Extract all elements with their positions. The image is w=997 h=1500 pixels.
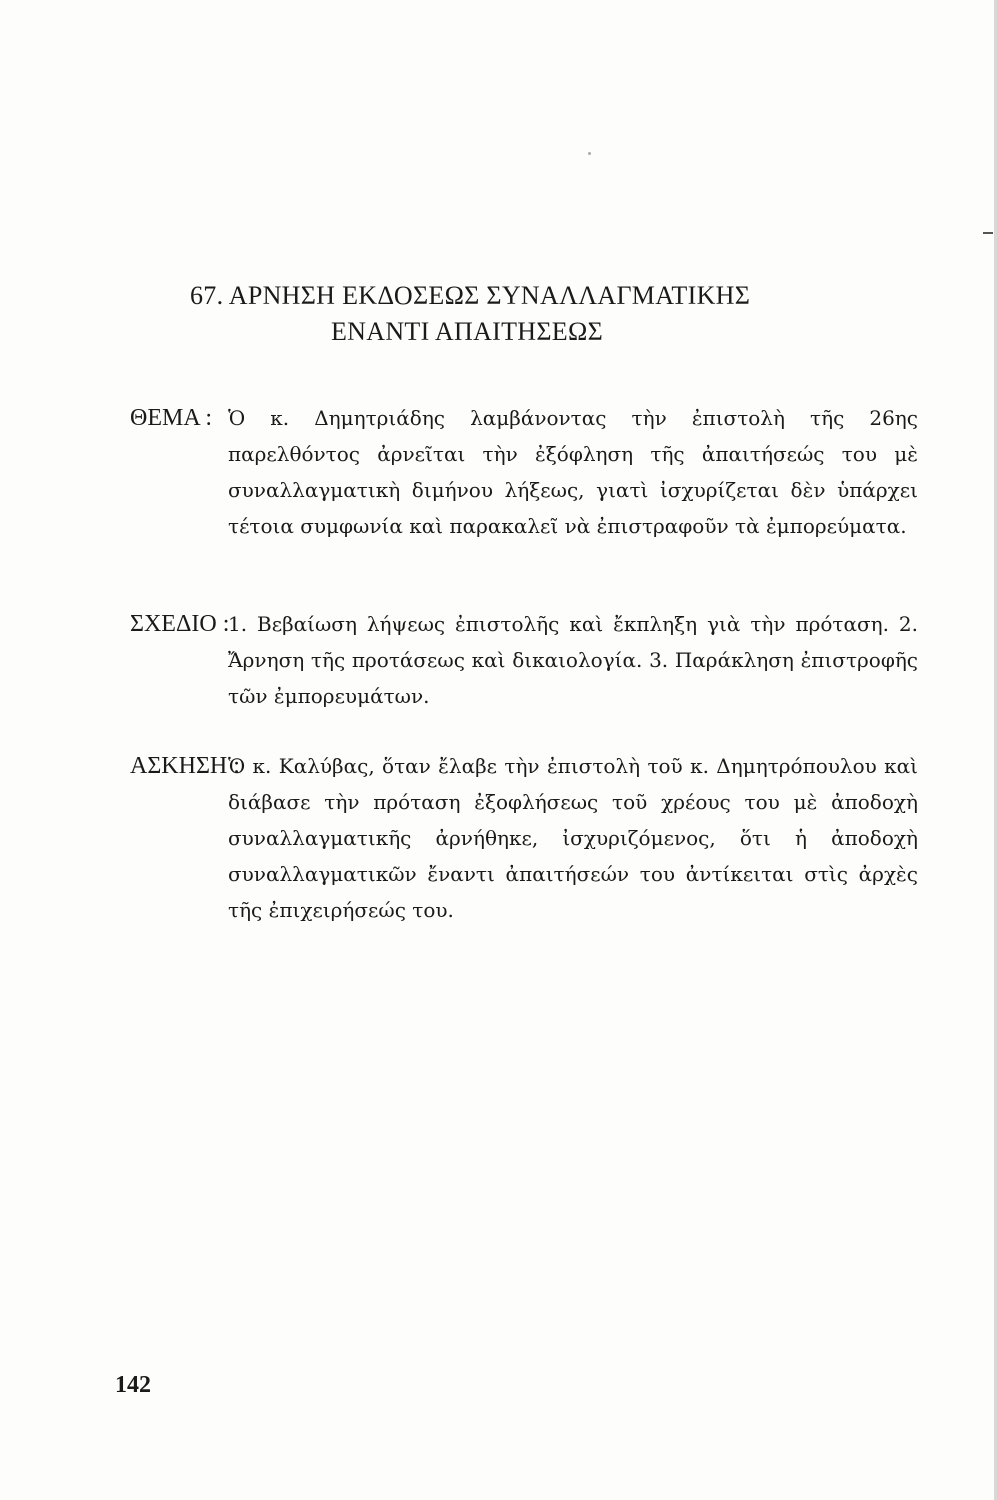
speck-mark [588,152,591,155]
section-sxedio [130,606,930,714]
title-line-2: ΕΝΑΝΤΙ ΑΠΑΙΤΗΣΕΩΣ [331,317,604,346]
sxedio-label: ΣΧΕΔΙΟ : [130,611,230,637]
askisi-text: Ὁ κ. Καλύβας, ὅταν ἔλαβε τὴν ἐπιστολὴ τοῦ κ. Δημητρόπουλου καὶ διάβασε τὴν πρόταση ἐξοφλήσεως τοῦ χρέους του μὲ ἀποδοχὴ συναλλαγματικῆς ἀρνήθηκε, ἰσχυριζόμενος, ὅτι ἡ ἀποδοχὴ συναλλαγματικῶν ἔναντι ἀπαιτήσεών του ἀντίκειται στὶς ἀρχὲς τῆς ἐπιχειρήσεώς του. [228,754,918,922]
page-number: 142 [115,1372,151,1398]
chapter-title [190,278,890,350]
title-line-1: 67. ΑΡΝΗΣΗ ΕΚΔΟΣΕΩΣ ΣΥΝΑΛΛΑΓΜΑΤΙΚΗΣ [190,281,751,310]
askisi-label: ΑΣΚΗΣΗ : [130,753,240,779]
section-askisi [130,748,930,928]
thema-text: Ὁ κ. Δημητριάδης λαμβάνοντας τὴν ἐπιστολὴ τῆς 26ης παρελθόντος ἀρνεῖται τὴν ἐξόφληση τῆς ἀπαιτήσεώς του μὲ συναλλαγματικὴ διμήνου λήξεως, γιατὶ ἰσχυρίζεται δὲν ὑπάρχει τέτοια συμφωνία καὶ παρακαλεῖ νὰ ἐπιστραφοῦν τὰ ἐμπορεύματα. [228,406,918,538]
section-thema [130,400,930,544]
sxedio-text: 1. Βεβαίωση λήψεως ἐπιστολῆς καὶ ἔκπληξη γιὰ τὴν πρόταση. 2. Ἄρνηση τῆς προτάσεως καὶ δικαιολογία. 3. Παράκληση ἐπιστροφῆς τῶν ἐμπορευμάτων. [228,612,918,708]
thema-label: ΘΕΜΑ : [130,405,213,431]
edge-mark [983,232,993,234]
